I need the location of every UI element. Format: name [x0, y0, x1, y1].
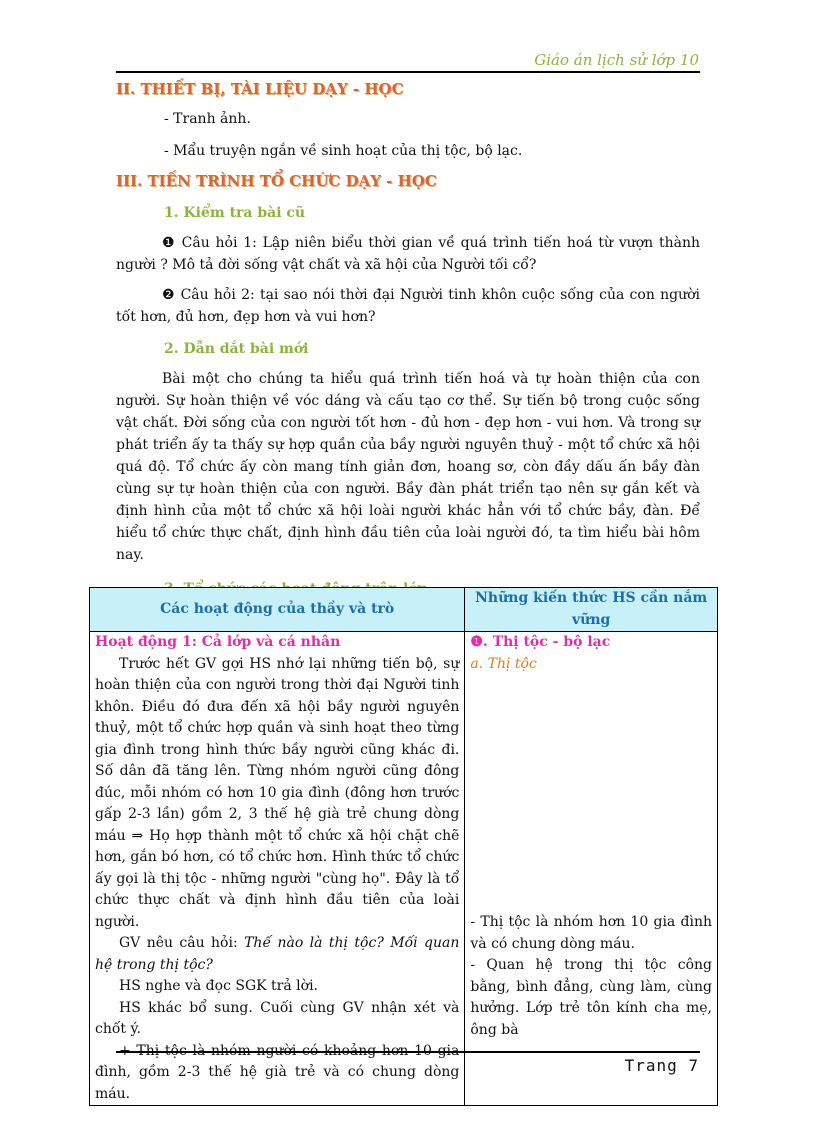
lesson-table [89, 587, 718, 1106]
knowledge-spacer [470, 675, 712, 912]
table-header-knowledge: Những kiến thức HS cần nắm vững [465, 588, 718, 632]
activity-paragraph: HS khác bổ sung. Cuối cùng GV nhận xét và chốt ý. [95, 999, 460, 1037]
knowledge-point: - Quan hệ trong thị tộc công bằng, bình đẳng, cùng làm, cùng hưởng. Lớp trẻ tôn kính cha mẹ, ông bà [470, 957, 712, 1038]
knowledge-subtitle: a. Thị tộc [470, 655, 537, 672]
main-content [116, 78, 700, 600]
header-title: Giáo án lịch sử lớp 10 [534, 51, 699, 69]
activity-question-text: Thế nào là thị tộc? Mối quan hệ trong thị tộc? [95, 935, 460, 973]
knowledge-cell [465, 632, 718, 1106]
section-heading-equipment: II. THIẾT BỊ, TÀI LIỆU DẠY - HỌC [116, 80, 404, 98]
activities-cell [90, 632, 465, 1106]
subheading-review: 1. Kiểm tra bài cũ [164, 205, 306, 221]
page-number: Trang 7 [624, 1056, 699, 1075]
activity-paragraph: Trước hết GV gợi HS nhớ lại những tiến bộ, sự hoàn thiện của con người trong thời đại Người tinh khôn. Điều đó đưa đến xã hội bầy người nguyên thuỷ, một tổ chức hợp quần và sinh hoạt theo từng gia đình trong hình thức bầy người cũng khác đi. Số dân đã tăng lên. Từng nhóm người cũng đông đúc, mỗi nhóm có hơn 10 gia đình (đông hơn trước gấp 2-3 lần) gồm 2, 3 thế hệ già trẻ chung dòng máu ⇒ Họ hợp thành một tổ chức xã hội chặt chẽ hơn, gắn bó hơn, có tổ chức hơn. Hình thức tổ chức ấy gọi là thị tộc - những người "cùng họ". Đây là tổ chức thực chất và định hình đầu tiên của loài người. [95, 655, 460, 930]
table-header-activities: Các hoạt động của thầy và trò [90, 588, 465, 632]
section-heading-process: III. TIẾN TRÌNH TỔ CHỨC DẠY - HỌC [116, 172, 437, 190]
activity-paragraph: đình, gồm 2-3 thế hệ già trẻ và có chung dòng máu. [95, 1064, 460, 1102]
knowledge-title: ❶. Thị tộc - bộ lạc [470, 634, 611, 650]
equipment-item: - Tranh ảnh. [164, 111, 251, 127]
equipment-item: - Mẩu truyện ngắn về sinh hoạt của thị tộc, bộ lạc. [164, 143, 523, 159]
activity-paragraph: HS nghe và đọc SGK trả lời. [119, 978, 319, 994]
review-question-1: ❶ Câu hỏi 1: Lập niên biểu thời gian về quá trình tiến hoá từ vượn thành người ? Mô tả đời sống vật chất và xã hội của Người tối cổ? [116, 235, 700, 273]
activity-question-lead: GV nêu câu hỏi: [119, 935, 245, 951]
review-question-2: ❷ Câu hỏi 2: tại sao nói thời đại Người tinh khôn cuộc sống của con người tốt hơn, đủ hơn, đẹp hơn và vui hơn? [116, 287, 700, 325]
intro-paragraph: Bài một cho chúng ta hiểu quá trình tiến hoá và tự hoàn thiện của con người. Sự hoàn thiện về vóc dáng và cấu tạo cơ thể. Sự tiến bộ trong cuộc sống vật chất. Đời sống của con người tốt hơn - đủ hơn - đẹp hơn - vui hơn. Và trong sự phát triển ấy ta thấy sự hợp quần của bầy người nguyên thuỷ - một tổ chức xã hội quá độ. Tổ chức ấy còn mang tính giản đơn, hoang sơ, còn đầy dấu ấn bầy đàn cùng sự tự hoàn thiện của con người. Bầy đàn phát triển tạo nên sự gắn kết và định hình của một tổ chức xã hội loài người khác hẳn với tổ chức bầy, đàn. Để hiểu tổ chức thực chất, định hình đầu tiên của loài người đó, ta tìm hiểu bài hôm nay. [116, 371, 700, 563]
footer-rule [116, 1051, 700, 1053]
activity-question [95, 933, 459, 976]
knowledge-point: - Thị tộc là nhóm hơn 10 gia đình và có chung dòng máu. [470, 914, 712, 952]
header-rule [116, 71, 700, 73]
subheading-intro: 2. Dẫn dắt bài mới [164, 341, 309, 357]
activity-title: Hoạt động 1: Cả lớp và cá nhân [95, 634, 341, 650]
